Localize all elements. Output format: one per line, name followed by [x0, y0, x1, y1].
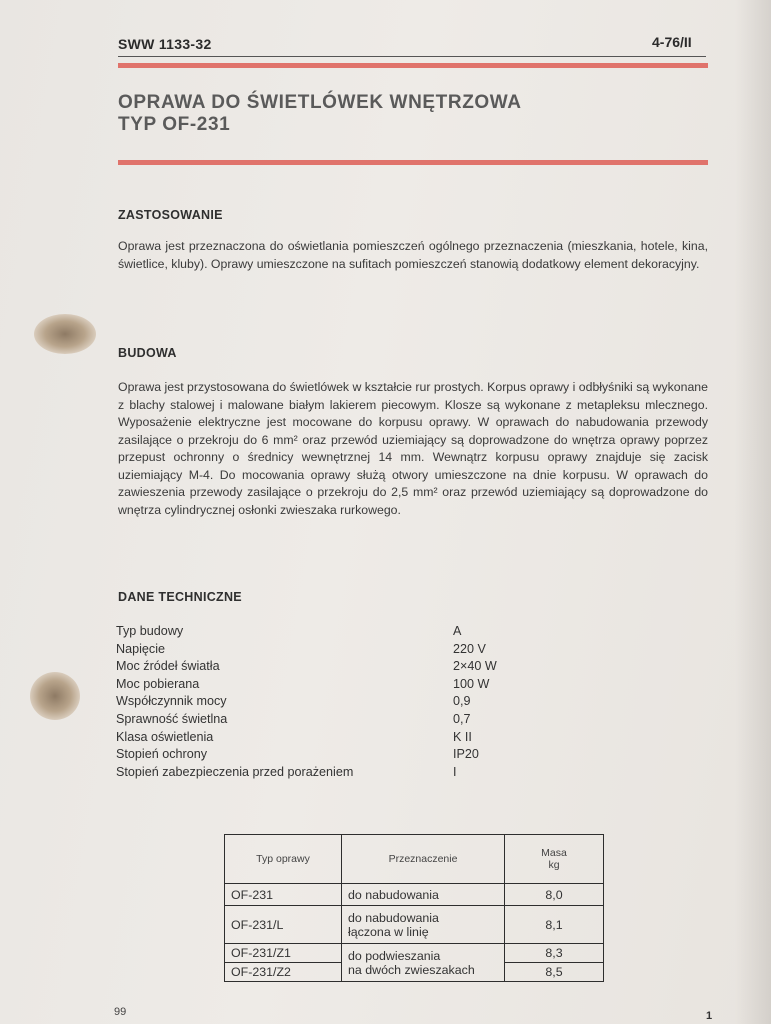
cell-type: OF-231/L: [225, 906, 342, 944]
spec-label: Współczynnik mocy: [116, 694, 227, 709]
cell-purpose: [342, 944, 505, 982]
cell-purpose-line-1: do nabudowania: [348, 910, 439, 925]
cell-type: OF-231/Z1: [225, 944, 342, 963]
spec-label: Typ budowy: [116, 624, 184, 638]
spec-label: Sprawność świetlna: [116, 711, 228, 726]
header-type: Typ oprawy: [225, 835, 342, 884]
accent-rule-title: [118, 160, 708, 165]
spec-value: 0,9: [453, 694, 471, 709]
table-row: [225, 906, 604, 944]
punch-hole-bottom: [30, 672, 80, 720]
page-title: [118, 92, 522, 136]
cell-purpose: do nabudowania: [342, 884, 505, 906]
spec-value: 2×40 W: [453, 659, 497, 674]
accent-rule-top: [118, 63, 708, 68]
spec-row: [116, 642, 596, 660]
table-row: [225, 884, 604, 906]
spec-row: [116, 624, 596, 642]
variants-table: [224, 834, 604, 982]
spec-row: [116, 747, 596, 765]
cell-mass: 8,3: [505, 944, 604, 963]
table-header-row: [225, 835, 604, 884]
spec-row: [116, 765, 596, 783]
spec-value: 0,7: [453, 711, 471, 726]
spec-label: Klasa oświetlenia: [116, 729, 214, 744]
punch-hole-top: [34, 314, 96, 354]
header-purpose: Przeznaczenie: [342, 835, 505, 884]
section-heading-budowa: BUDOWA: [118, 346, 177, 360]
cell-type: OF-231: [225, 884, 342, 906]
title-line-2: TYP OF-231: [118, 114, 231, 135]
document-number: 4-76/II: [652, 34, 692, 50]
spec-row: [116, 694, 596, 712]
spec-row: [116, 712, 596, 730]
cell-purpose: [342, 906, 505, 944]
spec-value: 100 W: [453, 676, 490, 691]
spec-label: Stopień ochrony: [116, 747, 208, 762]
spec-label: Stopień zabezpieczenia przed porażeniem: [116, 764, 354, 779]
spec-value: 220 V: [453, 641, 486, 656]
spec-value: A: [453, 624, 462, 638]
table-row: [225, 944, 604, 963]
section-heading-dane: DANE TECHNICZNE: [118, 590, 242, 604]
spec-value: I: [453, 764, 457, 779]
cell-type: OF-231/Z2: [225, 963, 342, 982]
spec-label: Moc pobierana: [116, 676, 200, 691]
cell-mass: 8,5: [505, 963, 604, 982]
spec-value: IP20: [453, 747, 479, 762]
section-text-zastosowanie: Oprawa jest przeznaczona do oświetlania pomieszczeń ogólnego przeznaczenia (mieszkania, hotele, kina, świetlice, kluby). Oprawy umieszczone na sufitach pomieszczeń stanowią dodatkowy element dekoracyjny.: [118, 239, 708, 271]
page-number: 1: [706, 1010, 713, 1022]
spec-list: [116, 624, 596, 782]
cell-purpose-line-1: do podwieszania: [348, 948, 441, 963]
spec-label: Napięcie: [116, 641, 166, 656]
header-rule: [118, 56, 706, 57]
cell-mass: 8,0: [505, 884, 604, 906]
section-heading-zastosowanie: ZASTOSOWANIE: [118, 208, 223, 222]
page-edge-shadow: [735, 0, 771, 1024]
spec-row: [116, 659, 596, 677]
spec-row: [116, 730, 596, 748]
header-mass-line-1: Masa: [541, 847, 567, 859]
spec-row: [116, 677, 596, 695]
header-mass: [505, 835, 604, 884]
cell-purpose-line-2: na dwóch zwieszakach: [348, 962, 475, 977]
section-text-budowa: Oprawa jest przystosowana do świetlówek w kształcie rur prostych. Korpus oprawy i odbłyśniki są wykonane z blachy stalowej i malowane białym lakierem piecowym. Klosze są wykonane z metapleksu mlecznego. Wyposażenie elektryczne jest mocowane do korpusu oprawy. W oprawach do nabudowania przewody zasilające o przekroju do 6 mm² oraz przewód uziemiający są doprowadzone do wnętrza oprawy poprzez przepust ochronny o średnicy wewnętrznej 14 mm. Wewnątrz korpusu oprawy znajduje się zacisk uziemiający M-4. Do mocowania oprawy służą otwory umieszczone na dnie korpusu. W oprawach do zawieszenia przewody zasilające o przekroju do 2,5 mm² oraz przewód uziemiający są doprowadzone do wnętrza cylindrycznej osłonki zwieszaka rurkowego.: [118, 380, 708, 517]
title-line-1: OPRAWA DO ŚWIETLÓWEK WNĘTRZOWA: [118, 92, 522, 113]
cell-purpose-line-2: łączona w linię: [348, 924, 429, 939]
spec-value: K II: [453, 729, 472, 744]
spec-label: Moc źródeł światła: [116, 659, 220, 674]
document-code: SWW 1133-32: [118, 36, 212, 52]
cell-mass: 8,1: [505, 906, 604, 944]
header-mass-line-2: kg: [548, 859, 560, 871]
page-footer-left: 99: [114, 1006, 127, 1018]
